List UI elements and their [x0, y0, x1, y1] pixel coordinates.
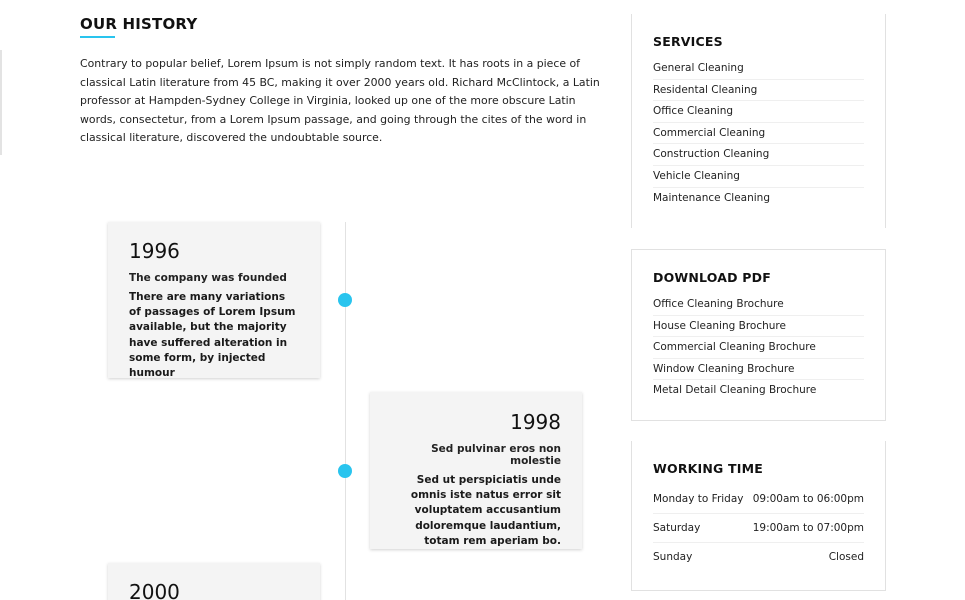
timeline-description: Sed ut perspiciatis unde omnis iste natus error sit voluptatem accusantium doloremque laudantium, totam rem aperiam bo.	[410, 474, 561, 547]
history-title-underline	[80, 36, 115, 38]
hours-row	[653, 485, 864, 514]
brochure-link[interactable]: House Cleaning Brochure	[653, 316, 864, 338]
hours-time: 19:00am to 07:00pm	[752, 522, 864, 534]
services-title: SERVICES	[653, 34, 723, 49]
timeline-year: 1996	[129, 239, 180, 263]
brochure-link[interactable]: Office Cleaning Brochure	[653, 294, 864, 316]
timeline-subtitle: The company was founded	[129, 272, 287, 284]
timeline-subtitle: Sed pulvinar eros non molestie	[431, 443, 561, 467]
hours-time: 09:00am to 06:00pm	[752, 493, 864, 505]
hours-day: Sunday	[653, 551, 693, 563]
brochure-list	[653, 294, 864, 402]
brochure-link[interactable]: Commercial Cleaning Brochure	[653, 337, 864, 359]
timeline-line	[345, 222, 346, 600]
hours-row	[653, 543, 864, 572]
working-time-widget	[631, 441, 886, 591]
history-paragraph: Contrary to popular belief, Lorem Ipsum is not simply random text. It has roots in a piece of classical Latin literature from 45 BC, making it over 2000 years old. Richard McClintock, a Latin professor at Hampden-Sydney College in Virginia, looked up one of the more obscure Latin words, consectetur, from a Lorem Ipsum passage, and going through the cites of the word in classical literature, discovered the undoubtable source.	[80, 57, 600, 144]
services-link[interactable]: Maintenance Cleaning	[653, 191, 770, 204]
hours-row	[653, 514, 864, 543]
timeline-card	[370, 392, 582, 549]
timeline-year: 1998	[510, 410, 561, 434]
download-pdf-widget	[631, 249, 886, 421]
working-time-title: WORKING TIME	[653, 461, 764, 476]
hours-time: Closed	[828, 551, 864, 563]
services-link[interactable]: Construction Cleaning	[653, 144, 864, 166]
services-link[interactable]: Residental Cleaning	[653, 80, 864, 102]
timeline-description: There are many variations of passages of Lorem Ipsum available, but the majority have suffered alteration in some form, by injected humour	[129, 291, 296, 380]
brochure-link[interactable]: Metal Detail Cleaning Brochure	[653, 384, 817, 397]
timeline-dot	[338, 293, 352, 307]
timeline-dot	[338, 464, 352, 478]
services-link[interactable]: Office Cleaning	[653, 101, 864, 123]
left-edge-divider	[0, 50, 2, 155]
download-pdf-title: DOWNLOAD PDF	[653, 270, 771, 285]
timeline-year: 2000	[129, 580, 180, 600]
services-link[interactable]: Vehicle Cleaning	[653, 166, 864, 188]
hours-list	[653, 485, 864, 572]
services-list	[653, 58, 864, 209]
services-link[interactable]: General Cleaning	[653, 58, 864, 80]
brochure-link[interactable]: Window Cleaning Brochure	[653, 359, 864, 381]
timeline-card	[108, 222, 320, 378]
hours-day: Monday to Friday	[653, 493, 744, 505]
services-widget	[631, 14, 886, 228]
timeline-card	[108, 563, 320, 600]
hours-day: Saturday	[653, 522, 701, 534]
services-link[interactable]: Commercial Cleaning	[653, 123, 864, 145]
history-title: OUR HISTORY	[80, 15, 198, 33]
